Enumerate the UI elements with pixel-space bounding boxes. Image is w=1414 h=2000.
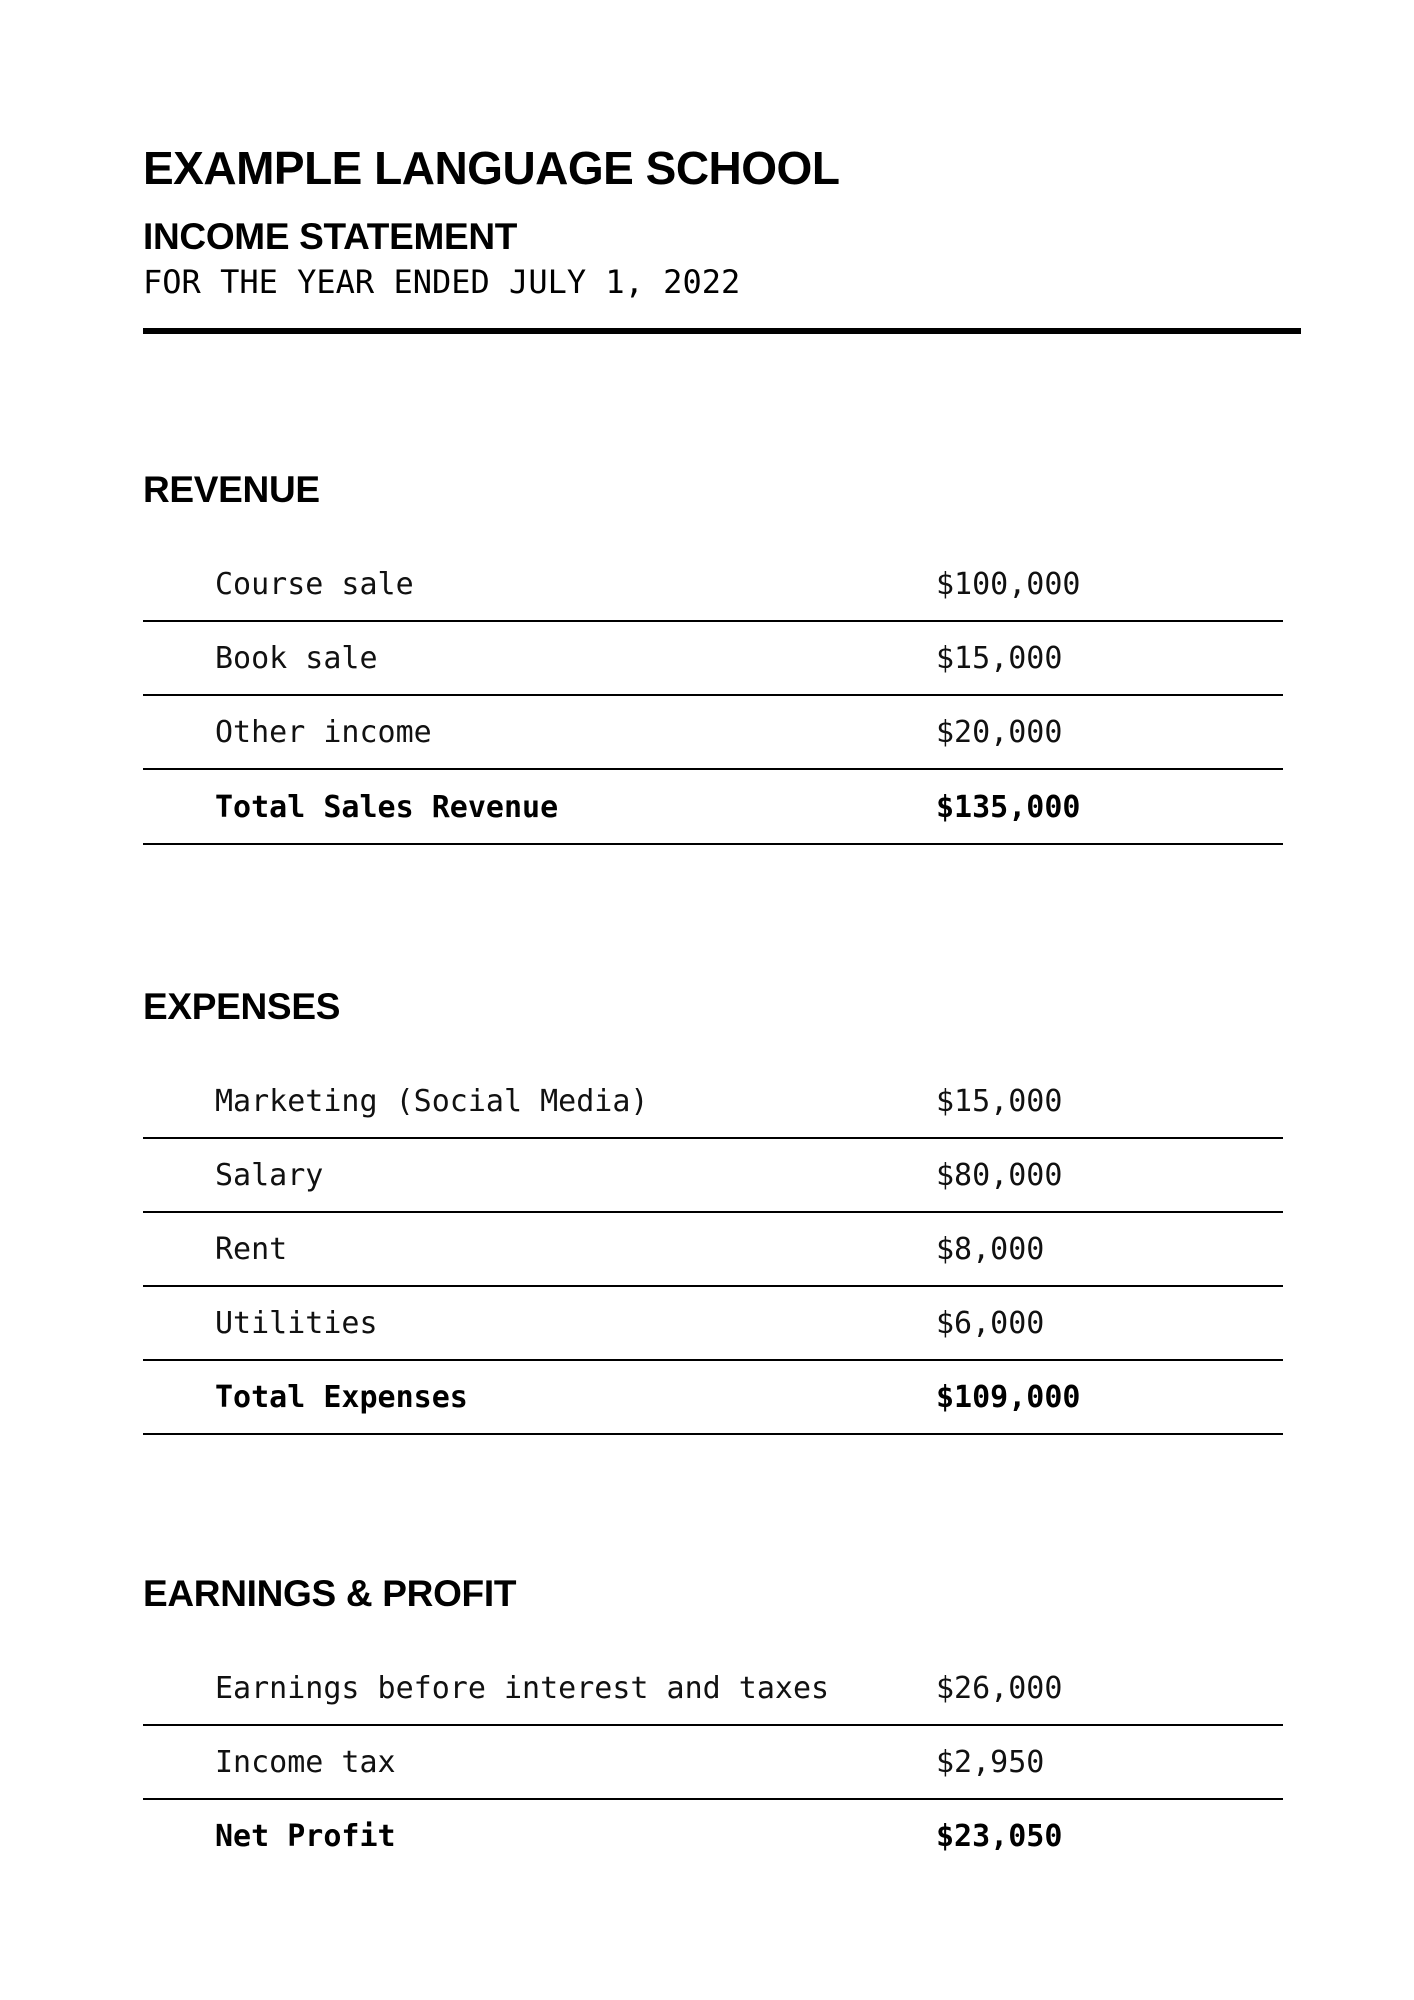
revenue-row-total: [143, 771, 1283, 845]
row-label: Rent: [215, 1232, 288, 1267]
expenses-row-utilities: [143, 1287, 1283, 1361]
earnings-row-net-profit: [143, 1800, 1283, 1874]
row-label: Income tax: [215, 1745, 396, 1780]
revenue-row-book-sale: [143, 622, 1283, 696]
expenses-row-marketing: [143, 1065, 1283, 1139]
earnings-heading: EARNINGS & PROFIT: [143, 1573, 517, 1614]
row-divider: [143, 843, 1283, 845]
row-label: Total Expenses: [215, 1380, 468, 1415]
row-label: Net Profit: [215, 1819, 396, 1854]
expenses-row-total: [143, 1361, 1283, 1435]
row-amount: $109,000: [936, 1380, 1081, 1415]
row-amount: $15,000: [936, 641, 1063, 676]
document-title: INCOME STATEMENT: [143, 216, 518, 257]
school-name: EXAMPLE LANGUAGE SCHOOL: [143, 142, 840, 194]
reporting-period: FOR THE YEAR ENDED JULY 1, 2022: [143, 263, 741, 301]
row-label: Salary: [215, 1158, 324, 1193]
row-label: Marketing (Social Media): [215, 1084, 649, 1119]
row-label: Other income: [215, 715, 432, 750]
row-amount: $6,000: [936, 1306, 1045, 1341]
row-divider: [143, 768, 1283, 770]
row-amount: $100,000: [936, 567, 1081, 602]
revenue-row-course-sale: [143, 548, 1283, 622]
row-label: Book sale: [215, 641, 378, 676]
row-label: Course sale: [215, 567, 414, 602]
revenue-heading: REVENUE: [143, 469, 320, 510]
row-divider: [143, 1433, 1283, 1435]
expenses-heading: EXPENSES: [143, 986, 341, 1027]
row-amount: $8,000: [936, 1232, 1045, 1267]
expenses-row-salary: [143, 1139, 1283, 1213]
row-amount: $2,950: [936, 1745, 1045, 1780]
row-amount: $80,000: [936, 1158, 1063, 1193]
row-label: Earnings before interest and taxes: [215, 1671, 830, 1706]
header-divider: [143, 328, 1301, 334]
row-label: Total Sales Revenue: [215, 790, 559, 825]
row-amount: $20,000: [936, 715, 1063, 750]
revenue-row-other-income: [143, 696, 1283, 770]
earnings-row-ebit: [143, 1652, 1283, 1726]
expenses-row-rent: [143, 1213, 1283, 1287]
row-amount: $23,050: [936, 1819, 1063, 1854]
row-label: Utilities: [215, 1306, 378, 1341]
earnings-row-income-tax: [143, 1726, 1283, 1800]
row-amount: $135,000: [936, 790, 1081, 825]
row-amount: $26,000: [936, 1671, 1063, 1706]
row-amount: $15,000: [936, 1084, 1063, 1119]
